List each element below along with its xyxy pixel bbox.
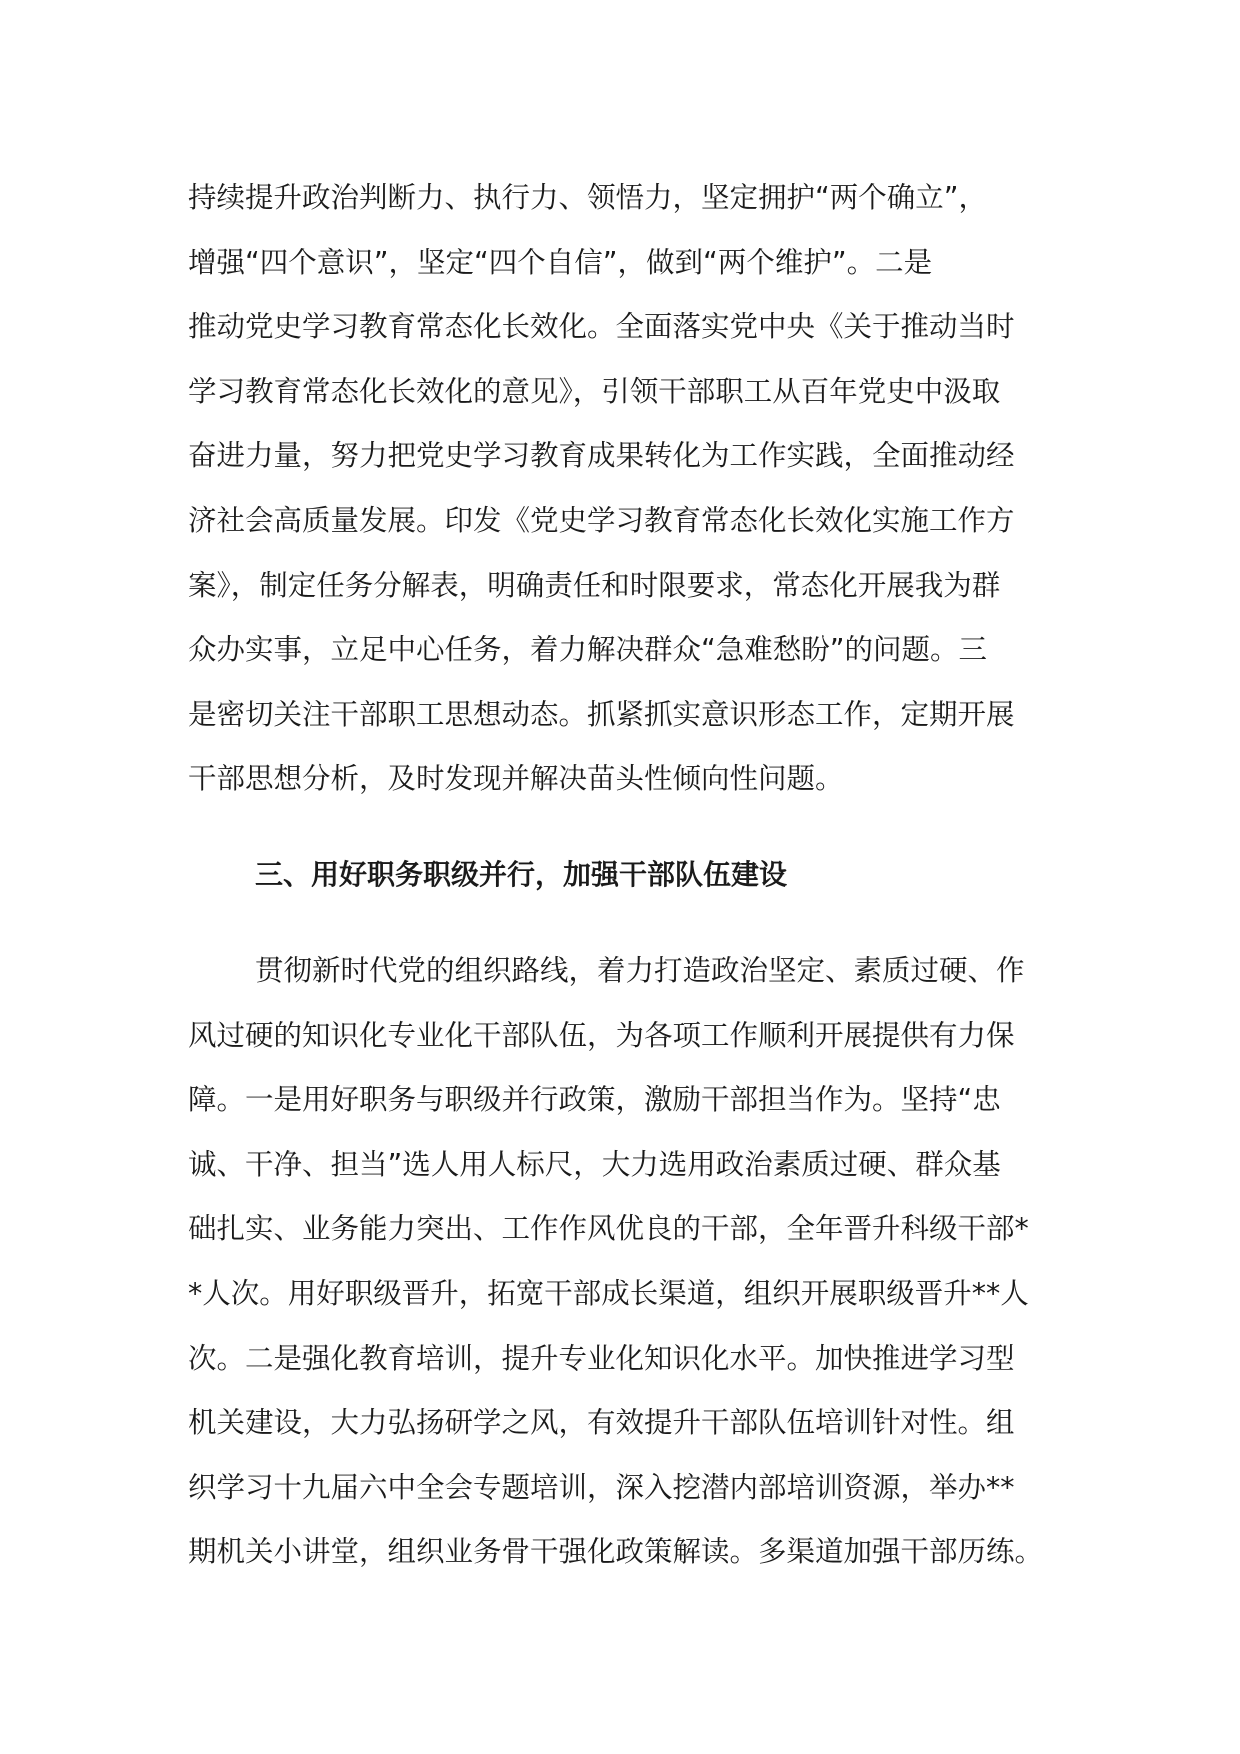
text-line: 期机关小讲堂，组织业务骨干强化政策解读。多渠道加强干部历练。 — [188, 1535, 1044, 1569]
paragraph-political-ability — [188, 166, 1068, 812]
text-line: 推动党史学习教育常态化长效化。全面落实党中央《关于推动当时 — [188, 310, 1015, 344]
text-line: 诚、干净、担当”选人用人标尺，大力选用政治素质过硬、群众基 — [188, 1147, 1001, 1181]
text-line: 学习教育常态化长效化的意见》，引领干部职工从百年党史中汲取 — [188, 374, 1001, 408]
text-line: 机关建设，大力弘扬研学之风，有效提升干部队伍培训针对性。组 — [188, 1406, 1015, 1440]
text-line: 案》，制定任务分解表，明确责任和时限要求，常态化开展我为群 — [188, 568, 1001, 602]
text-line: 持续提升政治判断力、执行力、领悟力，坚定拥护“两个确立”， — [188, 181, 988, 214]
text-line: *人次。用好职级晋升，拓宽干部成长渠道，组织开展职级晋升**人 — [188, 1276, 1029, 1310]
text-line: 是密切关注干部职工思想动态。抓紧抓实意识形态工作，定期开展 — [188, 697, 1015, 731]
paragraph-cadre-building — [188, 939, 1068, 1585]
text-line: 础扎实、业务能力突出、工作作风优良的干部，全年晋升科级干部* — [188, 1212, 1029, 1246]
text-line: 众办实事，立足中心任务，着力解决群众“急难愁盼”的问题。三 — [188, 633, 988, 667]
text-line: 贯彻新时代党的组织路线，着力打造政治坚定、素质过硬、作 — [255, 954, 1025, 987]
text-line: 织学习十九届六中全会专题培训，深入挖潜内部培训资源，举办** — [188, 1470, 1015, 1504]
text-line: 风过硬的知识化专业化干部队伍，为各项工作顺利开展提供有力保 — [188, 1018, 1015, 1052]
text-line: 干部思想分析，及时发现并解决苗头性倾向性问题。 — [188, 762, 844, 796]
text-line: 奋进力量，努力把党史学习教育成果转化为工作实践，全面推动经 — [188, 439, 1015, 473]
text-line: 增强“四个意识”，坚定“四个自信”，做到“两个维护”。二是 — [188, 245, 933, 279]
text-line: 次。二是强化教育培训，提升专业化知识化水平。加快推进学习型 — [188, 1341, 1015, 1375]
text-line: 障。一是用好职务与职级并行政策，激励干部担当作为。坚持“忠 — [188, 1083, 1001, 1117]
section-heading — [188, 843, 1068, 908]
text-line: 济社会高质量发展。印发《党史学习教育常态化长效化实施工作方 — [188, 503, 1015, 537]
section-heading-text: 三、用好职务职级并行，加强干部队伍建设 — [255, 858, 788, 891]
